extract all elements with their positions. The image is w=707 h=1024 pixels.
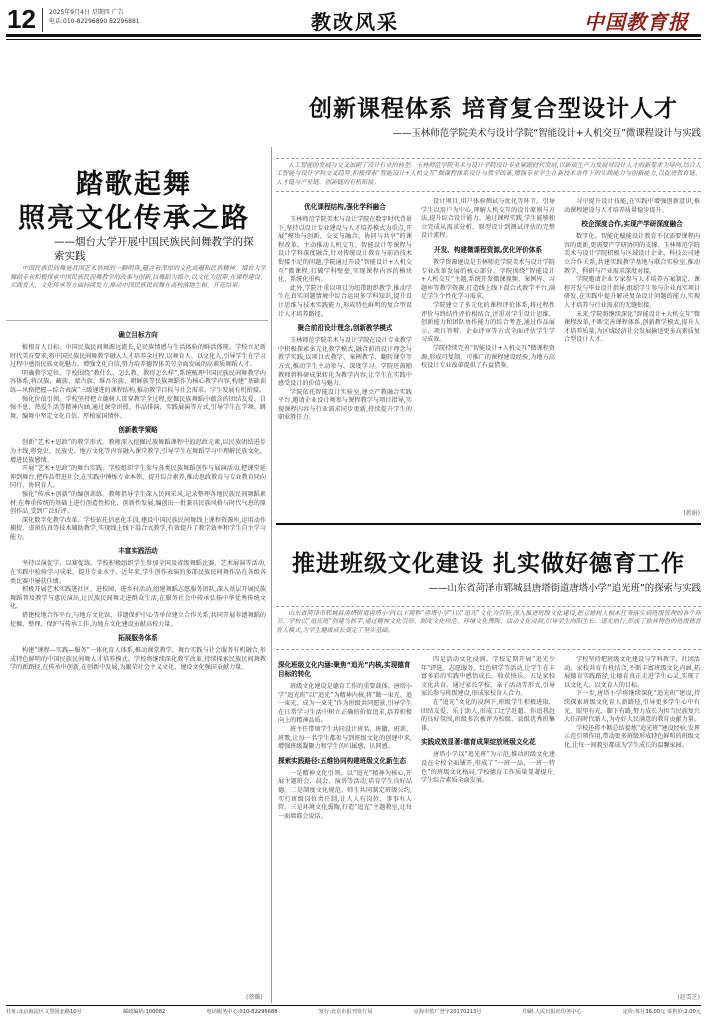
right-bottom-article-title: 推进班级文化建设 扎实做好德育工作 [291,550,685,577]
right-bottom-article-subtitle: ——山东省菏泽市郓城县唐塔街道唐塔小学“追光班”的探索与实践 [428,583,701,594]
section-heading: 优化课程结构,强化学科融合 [304,203,386,211]
intro-text: 山东省菏泽市郓城县唐塔街道唐塔小学(以下简称“唐塔小学”)以“追光”文化为引领,深入推进班级文化建设,把立德树人根本任务落实到班级管理的各个环节。学校以“追光班”创建为抓手,通过精神文化引领、制度文化规范、环境文化熏陶、活动文化浸润,引导学生向阳生长、逐光前行,形成了独具特色的班级德育育人模式,为学生健康成长奠定了坚实基础。 [276,610,701,634]
paragraph: 开展“艺术+思政”的舞台实践。学校组织学生参与各类民族舞蹈创作与展演活动,把课堂延伸到舞台,把作品带进社会,在实践中锤炼专业本领、提升综合素养,推动思政教育与专业教育同向同行、协同育人。 [10,465,266,490]
footer-address: 社址:北京海淀区文慧园北路10号 [6,1009,82,1015]
paragraph: 设计项目,用户体验测试与优化等环节。引导学生以用户为中心,理解人机交互的设计原则与方法,提升综合设计能力。通过课程实践,学生能够独立完成从需求分析、原型设计到测试评估的完整设计流程。 [421,198,555,240]
paragraph: 一是精神文化引领。以“追光”精神为核心,开展主题班会、晨会、演讲等活动,培育学生良好品德。二是制度文化规范。师生共同制定班级公约,实行班级岗位责任制,让人人有岗位、事事有人管。三是环境文化熏陶,打造“追光”主题教室,让每一面墙都会说话。 [278,769,412,820]
footer-printer: 印刷:人民日报社印务中心 [522,1009,582,1015]
paragraph: 创新“艺术+思政”的教学形式。教师深入挖掘民族舞蹈课程中的思政元素,以民族团结进步为主线,将党史、民族史、地方文化等内容融入课堂教学,引导学生在舞蹈学习中理解民族文化、增进民族感情。 [10,439,266,464]
paragraph: 积极开展艺术实践进社区、进校园、进乡村活动,组建舞蹈志愿服务团队,深入基层开展民族舞蹈普及教学与惠民演出,让民族民间舞走进群众生活,在服务社会中传承弘扬中华优秀传统文化。 [10,586,266,611]
paragraph: 玉林师范学院美术与设计学院在设计专业教学中积极探索多元化教学模式,融合前沿设计理念与教学实践,以项目式教学、案例教学、翻转课堂等方式,推动学生主动参与、深度学习。学院还鼓励教师将科研成果转化为教学内容,让学生在实践中感受设计的价值与魅力。 [278,337,412,388]
paragraph: 四是活动文化浸润。学校定期开展“追光少年”评选、志愿服务、红色研学等活动,让学生在丰富多彩的实践中感悟成长、收获快乐。五是家校文化共育。通过家长学校、亲子活动等形式,引导家长参与班级建设,形成家校育人合力。 [421,656,555,698]
paragraph: 习中提升设计技能,在实践中增强创新意识,推动课程建设与人才培养质量稳步提升。 [564,198,700,214]
paragraph: 在“追光”文化的浸润下,班级学生积极进取、团结友爱、乐于助人,形成了比学赶超、你追我赶的良好氛围,班级多次被评为校级、县级优秀班集体。 [421,698,555,732]
paragraph: 班级文化建设是德育工作的重要载体。唐塔小学“追光班”以“追光”为精神内核,将“做一束光、追一束光、成为一束光”作为班级共同愿景,引导学生在日常学习生活中树立正确的价值追求,培养积极向上的精神品质。 [278,683,412,725]
left-article-subtitle: ——烟台大学开展中国民族民间舞教学的探索实践 [54,236,254,262]
paragraph: 学院持续完善“智能设计+人机交互”微课程资源,形成可复制、可推广的课程建设经验,为地方高校设计专业改革提供了有益借鉴。 [421,344,555,370]
paragraph: 植根育人目标。中国民族民间舞源远流长,是民族情感与生活体验的鲜活体现。学校立足新时代美育要求,将中国民族民间舞教学融入人才培养全过程,以舞育人、以文化人,引导学生在学习过程中感悟民族文化魅力、增强文化自信,努力培养德智体美劳全面发展的高素质舞蹈人才。 [10,344,266,369]
right-top-article-subtitle: ——玉林师范学院美术与设计学院“智能设计+人机交互”微课程设计与实践 [392,128,701,139]
paragraph: 明确教学定位。学校围绕“教什么、怎么教、教得怎么样”,系统梳理中国民族民间舞教学内容体系,将汉族、藏族、蒙古族、维吾尔族、朝鲜族等民族舞蹈作为核心教学内容,构建“基础训练—风格把握—综合表演”三级递进的课程结构,推动教学目标与社会需求、学生发展有机衔接。 [10,369,266,394]
right-top-column-3 [564,198,700,508]
footer [6,1008,701,1015]
section-heading: 实践成效显著:德育成果绽放班级文化花 [421,738,536,747]
date-line: 2025年9月4日 星期四 广告 [49,9,124,16]
paragraph: 学院依托智能设计实验室,建立产教融合实践平台,邀请企业设计师参与课程教学与项目指导,实现课程内容与行业需求同步更新,持续提升学生的职业胜任力。 [278,388,412,422]
left-article-body [10,326,266,1002]
section-heading: 探索实践路径:五维协同构建班级文化新生态 [278,756,406,765]
intro-text: 中国民族民间舞是我国艺术领域的一颗明珠,蕴含着深厚的文化底蕴和民族精神。烟台大学舞蹈专业积极探索中国民族民间舞教学的改革与创新,以舞蹈为媒介,以文化为纽带,在课程建设、实践育人、文化传承等方面持续发力,推动中国民族民间舞在高校落地生根、开花结果。 [10,265,266,290]
header-rule [6,34,701,37]
paragraph: 未来,学院将继续深化“智能设计+人机交互”微课程改革,不断完善课程体系,创新教学模式,提升人才培养质量,为区域经济社会发展输送更多高素质复合型设计人才。 [564,310,700,344]
section-heading: 聚合前沿设计理念,创新教学模式 [297,324,393,333]
masthead [0,0,707,40]
newspaper-logo: 中国教育报 [584,10,689,34]
header-divider [42,8,43,32]
section-heading: 创新教学策略 [118,426,158,435]
right-bottom-author-note: (赵雪芝) [677,994,700,1001]
paragraph: 强化价值引领。学校坚持把立德树人贯穿教学全过程,挖掘民族舞蹈中蕴含的团结友爱、自强不息、热爱生活等精神内涵,通过课堂讲授、作品排演、实践展演等方式,引导学生在学舞、跳舞、编舞中坚定文化自信、厚植家国情怀。 [10,395,266,420]
right-bottom-column-2 [421,656,555,1002]
section-heading: 校企深度合作,实现产学研深度融合 [581,220,683,229]
paragraph: 班主任带领学生共同设计班名、班徽、班训、班歌,让每一名学生都参与到班级文化的创建中来,增强班级凝聚力和学生的归属感、认同感。 [278,725,412,751]
paragraph: 学院建立了多元化的课程评价体系,将过程性评价与终结性评价相结合,注重对学生设计思维、创新能力和团队协作能力的综合考查,通过作品展示、项目答辩、企业评审等方式全面评估学生学习成效。 [421,301,555,344]
footer-ad-license: 京海市监广登字20170213号 [413,1009,482,1015]
footer-postcode: 邮政编码:100082 [123,1009,166,1015]
paragraph: 学校还将不断总结提炼“追光班”建设经验,发挥示范引领作用,带动更多班级形成特色鲜明的班级文化,让每一间教室都成为学生成长的温馨家园。 [564,724,700,749]
column-divider [271,147,272,1003]
paragraph: 数字化、智能化赋能设计教育不仅需要课程内容的更新,更需要产学研协同的支撑。玉林师范学院美术与设计学院积极与区域设计企业、科技公司建立合作关系,共建实践教学基地与联合实验室,推动教学、科研与产业需求深度对接。 [564,233,700,275]
right-top-column-2 [421,198,555,516]
left-article-title-line2: 照亮文化传承之路 [18,203,250,234]
footer-rule [6,1005,701,1006]
paragraph: 强化“传承+创新”的编创训练。教师指导学生深入民间采风,记录整理各地民族民间舞蹈素材,在尊重传统的基础上进行创造性转化、创新性发展,编创出一批兼具民族风格与时代气息的原创作品,受到广泛好评。 [10,490,266,516]
right-top-article-title: 创新课程体系 培育复合型设计人才 [308,95,678,122]
left-article-title-line1: 踏歌起舞 [76,169,192,200]
right-bottom-article-intro [276,606,701,650]
right-top-article-intro [276,158,701,192]
paragraph: 学校坚持把班级文化建设与学科教学、社团活动、家校共育有机结合,不断丰富班级文化内涵,拓展德育实践路径,让德育真正走进学生心灵,实现了以文化人、以文育人的目标。 [564,656,700,689]
right-top-column-1 [278,198,412,516]
section-heading: 拓展服务体系 [118,634,158,643]
intro-divider [6,320,268,321]
footer-service-phone: 电话服务中心:010-82296688 [206,1009,278,1015]
paragraph: 教学资源建设是玉林师范学院美术与设计学院专业改革发展的核心部分。学院围绕“智能设计+人机交互”主题,系统开发微课视频、案例库、习题库等教学资源,打造线上线下混合式教学平台,满足学生个性化学习需求。 [421,258,555,301]
paragraph: 此外,学院注重以项目为纽带组织教学,推动学生在真实问题情境中综合运用多学科知识,提升设计思维与技术实践能力,形成特色鲜明的复合型设计人才培养路径。 [278,284,412,318]
header-rule-thin [6,39,701,40]
section-heading: 开发、构建微课程资源,优化评价体系 [433,245,542,254]
intro-text: 人工智能的发展与交叉加剧了设计行业的转型。玉林师范学院美术与设计学院设计专业紧跟时代发展,以新质生产力发展对设计人才的新要求为导向,结合人工智能与设计学科交叉趋势,积极探索“智能设计+人机交互”微课程体系设计与教学改革,增强专业学生在新技术条件下的实践能力与创新能力,以促进教育链、人才链与产业链、创新链的有机衔接。 [276,162,701,186]
paragraph: 搭建校地合作平台,与地方文化馆、非遗保护中心等单位建立合作关系,共同开展非遗舞蹈的挖掘、整理、保护与传承工作,为地方文化建设贡献高校力量。 [10,612,266,628]
header-meta [49,8,140,26]
paragraph: 玉林师范学院美术与设计学院在数字时代背景下,坚持以设计专业建设与人才培养模式为重点,开展“模块与创新、交叉与融合、协同与共享”的课程改革。主动推动人机交互、智能设计等课程与设计学科深度融合,针对传统设计教育与前沿技术衔接不足的问题,学院通过开设“智能设计+人机交互”微课程,打破学科壁垒,实现课程内容的模块化、系统化重构。 [278,216,412,284]
phone-line: 电话:010-82296890 82296881 [49,18,140,25]
footer-price: 定价:每月36.00元 零售价:2.00元 [622,1009,701,1015]
section-heading: 深化班级文化内涵:聚焦“追光”内核,实现德育目标的转化 [278,661,411,678]
section-divider [276,523,701,525]
section-title: 教改风采 [311,10,399,34]
right-top-author-note: (蒋娟) [683,510,700,517]
paragraph: 构建“课程—实践—服务”一体化育人体系,推动课堂教学、舞台实践与社会服务有机融合,形成特色鲜明的中国民族民间舞人才培养模式。学校将继续深化教学改革,持续探索民族民间舞教学的新路径,在传承中创新,在创新中发展,为繁荣社会主义文化、建设文化强国贡献力量。 [10,647,266,672]
paragraph: 学院邀请企业专家参与人才培养方案制定、课程开发与毕业设计指导,组织学生参与企业真实项目研发,在实践中提升解决复杂设计问题的能力,实现人才培养与行业需求的无缝衔接。 [564,276,700,309]
paragraph: 下一步,唐塔小学将继续深化“追光班”建设,持续探索班级文化育人新路径,引导更多学生心中有光、眼里有光、脚下有路,努力成长为担当民族复兴大任的时代新人,为办好人民满意的教育贡献力量。 [564,690,700,724]
section-heading: 确立目标方向 [118,331,158,339]
paragraph: 深化数字化教学改革。学校依托信息化手段,建设中国民族民间舞线上课程资源库,运用动作捕捉、虚拟仿真等技术辅助教学,实现线上线下混合式教学,有效提升了教学效率和学生自主学习能力。 [10,516,266,541]
section-heading: 丰富实践活动 [118,547,158,556]
right-bottom-column-1 [278,656,412,1002]
left-author-note: (蔡璐) [246,994,263,1001]
left-article-intro [10,265,266,317]
paragraph: 坚持以演促学、以赛促练。学校积极组织学生参加全国及省级舞蹈比赛、艺术展演等活动,在实践中检验学习成果、提升专业水平。近年来,学生创作表演的多部民族民间舞作品在各级各类比赛中屡获佳绩。 [10,560,266,585]
page-number: 12 [7,4,36,34]
footer-distribution: 发行:北京市报刊发行局 [318,1009,373,1015]
right-bottom-column-3 [564,656,700,990]
paragraph: 唐塔小学以“追光班”为示范,推动班级文化建设在全校全面铺开,形成了“一班一品、一班一特色”的班级文化格局,学校德育工作质量显著提升,学生综合素质全面发展。 [421,751,555,785]
